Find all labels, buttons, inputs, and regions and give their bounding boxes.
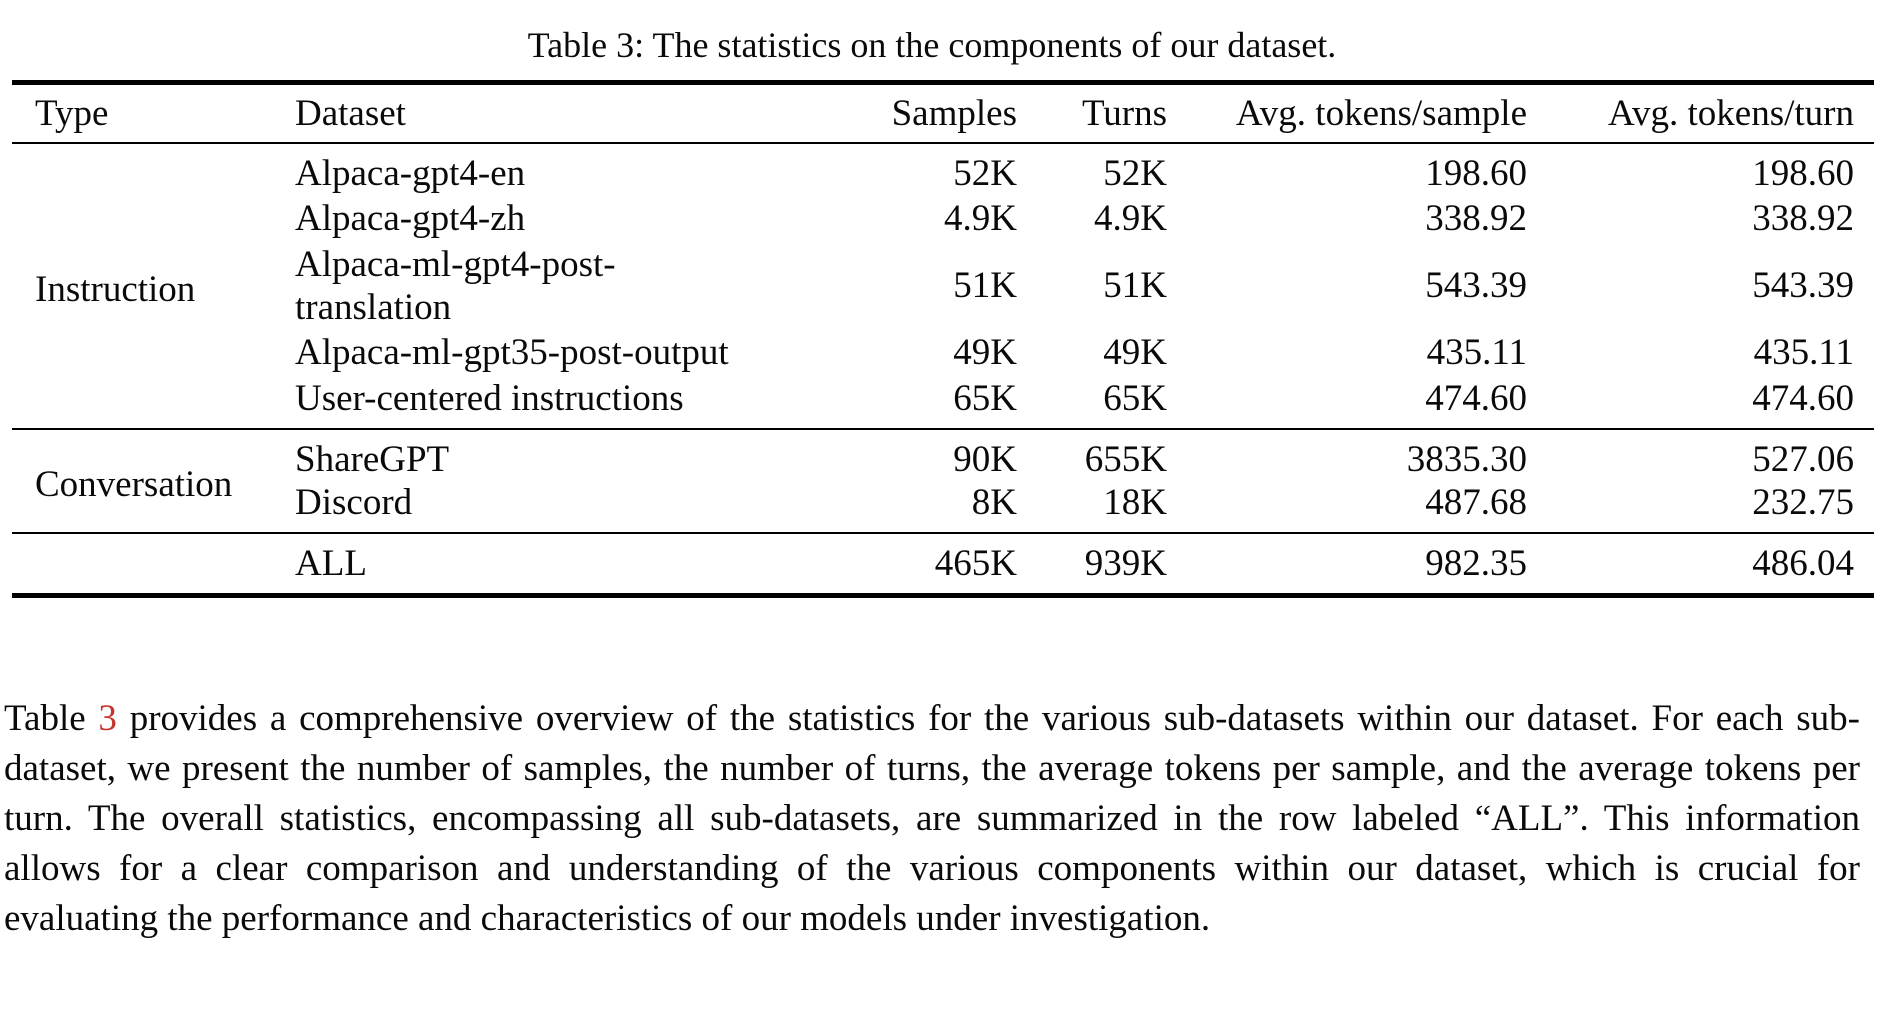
column-header-samples: Samples <box>755 83 1025 143</box>
avg-tokens-sample-cell: 474.60 <box>1425 377 1527 419</box>
table-caption: Table 3: The statistics on the components of our dataset. <box>527 25 1337 65</box>
table-row <box>12 143 1874 195</box>
avg-tokens-sample-cell: 543.39 <box>1425 265 1527 306</box>
avg-tokens-turn-cell: 435.11 <box>1753 332 1854 373</box>
avg-tokens-turn-cell: 232.75 <box>1752 481 1854 523</box>
instruction-section <box>12 143 1874 429</box>
dataset-cell: Alpaca-ml-gpt4-post-translation <box>295 243 616 328</box>
type-cell: Conversation <box>35 464 233 505</box>
samples-cell: 51K <box>953 265 1017 306</box>
type-cell: Instruction <box>35 269 196 310</box>
dataset-cell: ShareGPT <box>295 438 450 480</box>
samples-cell: 90K <box>953 438 1017 480</box>
dataset-cell: Alpaca-gpt4-en <box>295 152 526 194</box>
samples-cell: 465K <box>934 542 1017 584</box>
dataset-cell: Alpaca-gpt4-zh <box>295 198 526 239</box>
dataset-cell: User-centered instructions <box>295 377 684 419</box>
column-header-dataset: Dataset <box>295 83 755 143</box>
avg-tokens-sample-cell: 198.60 <box>1425 152 1527 194</box>
avg-tokens-sample-cell: 3835.30 <box>1406 438 1527 480</box>
table-row <box>12 533 1874 596</box>
avg-tokens-turn-cell: 338.92 <box>1752 198 1854 239</box>
turns-cell: 51K <box>1103 265 1167 306</box>
turns-cell: 52K <box>1103 152 1167 194</box>
dataset-cell: ALL <box>295 542 367 584</box>
avg-tokens-sample-cell: 435.11 <box>1426 332 1527 373</box>
table-3-reference-link[interactable]: 3 <box>98 697 117 739</box>
dataset-cell: Discord <box>295 481 413 523</box>
dataset-cell: Alpaca-ml-gpt35-post-output <box>295 332 729 373</box>
avg-tokens-turn-cell: 198.60 <box>1752 152 1854 194</box>
avg-tokens-turn-cell: 527.06 <box>1752 438 1854 480</box>
avg-tokens-turn-cell: 543.39 <box>1752 265 1854 306</box>
conversation-section <box>12 429 1874 533</box>
table-header-row <box>12 83 1874 143</box>
turns-cell: 655K <box>1084 438 1167 480</box>
turns-cell: 4.9K <box>1094 198 1167 239</box>
column-header-type: Type <box>12 83 295 143</box>
turns-cell: 49K <box>1103 332 1167 373</box>
samples-cell: 4.9K <box>944 198 1017 239</box>
type-cell <box>12 533 295 596</box>
column-header-avg-tokens-turn: Avg. tokens/turn <box>1535 83 1874 143</box>
column-header-avg-tokens-sample: Avg. tokens/sample <box>1175 83 1535 143</box>
turns-cell: 939K <box>1084 542 1167 584</box>
table-row <box>12 429 1874 481</box>
samples-cell: 8K <box>971 481 1017 523</box>
all-section <box>12 533 1874 596</box>
avg-tokens-turn-cell: 474.60 <box>1752 377 1854 419</box>
paragraph-body: provides a comprehensive overview of the statistics for the various sub-datasets within our dataset. For each sub-dataset, we present the number of samples, the number of turns, the average tokens per sample, and the average tokens per turn. The overall statistics, encompassing all sub-datasets, are summarized in the row labeled “ALL”. This information allows for a clear comparison and understanding of the various components within our dataset, which is crucial for evaluating the performance and characteristics of our models under investigation. <box>4 697 1860 939</box>
column-header-turns: Turns <box>1025 83 1175 143</box>
avg-tokens-sample-cell: 487.68 <box>1425 481 1527 523</box>
avg-tokens-turn-cell: 486.04 <box>1752 542 1854 584</box>
avg-tokens-sample-cell: 982.35 <box>1425 542 1527 584</box>
paragraph-prefix: Table <box>4 697 99 739</box>
samples-cell: 65K <box>953 377 1017 419</box>
samples-cell: 49K <box>953 332 1017 373</box>
turns-cell: 18K <box>1103 481 1167 523</box>
paper-page <box>0 24 1886 1010</box>
turns-cell: 65K <box>1103 377 1167 419</box>
samples-cell: 52K <box>953 152 1017 194</box>
avg-tokens-sample-cell: 338.92 <box>1425 198 1527 239</box>
body-paragraph <box>4 694 1860 944</box>
dataset-statistics-table <box>12 80 1874 598</box>
